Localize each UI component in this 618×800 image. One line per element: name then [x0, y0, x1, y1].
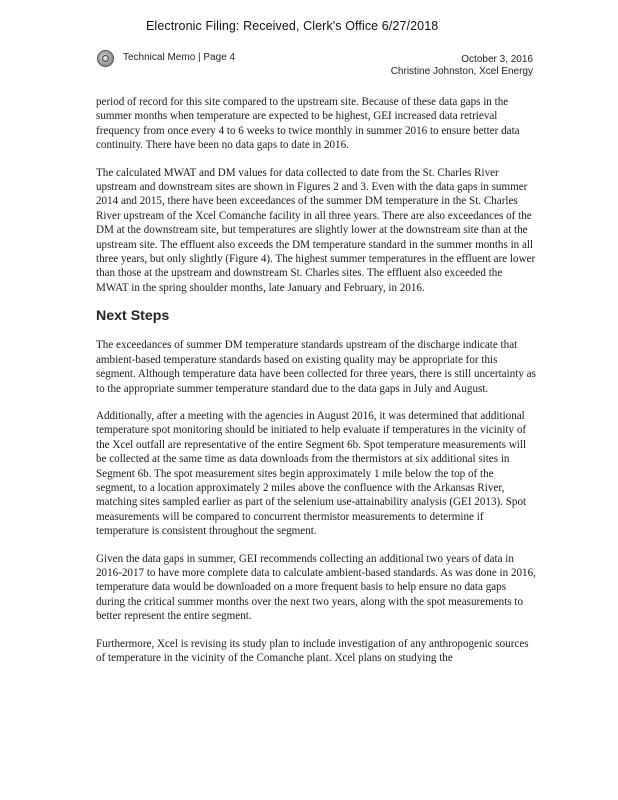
paragraph: The calculated MWAT and DM values for data collected to date from the St. Charles River upstream and downstream sites are shown in Figures 2 and 3. Even with the data gaps in summer 2014 and 2015, there have been exceedances of the summer DM temperature in the St. Charles River upstream of the Xcel Comanche facility in all three years. There are also exceedances of the DM at the downstream site, but temperatures are slightly lower at the downstream site than at the upstream site. The effluent also exceeds the DM temperature standard in the summer months in all three years, but only slightly (Figure 4). The highest summer temperatures in the effluent are lower than those at the upstream and downstream St. Charles sites. The effluent also exceeded the MWAT in the spring shoulder months, late January and February, in 2016. — [96, 166, 536, 294]
company-logo-icon — [97, 50, 114, 67]
memo-page-label: Technical Memo | Page 4 — [123, 52, 236, 63]
paragraph: period of record for this site compared to the upstream site. Because of these data gaps in the summer months when temperature are expected to be highest, GEI increased data retrieval frequency from once every 4 to 6 weeks to twice monthly in summer 2016 to ensure better data continuity. There have been no data gaps to date in 2016. — [96, 96, 520, 152]
paragraph: Given the data gaps in summer, GEI recommends collecting an additional two years of data in 2016-2017 to have more complete data to calculate ambient-based standards. As was done in 2016, temperature data would be downloaded on a more frequent basis to help ensure no data gaps during the critical summer months over the next two years, along with the spot measurements to better represent the entire segment. — [96, 552, 536, 623]
filing-stamp: Electronic Filing: Received, Clerk's Office 6/27/2018 — [146, 19, 439, 33]
memo-date: October 3, 2016 — [461, 54, 533, 65]
memo-recipient: Christine Johnston, Xcel Energy — [390, 66, 533, 77]
paragraph: The exceedances of summer DM temperature standards upstream of the discharge indicate that ambient-based temperature standards based on existing quality may be appropriate for this segment. Although temperature data have been collected for three years, there is still uncertainty as to the appropriate summer temperature standard due to the data gaps in July and August. — [96, 339, 536, 395]
memo-body — [96, 95, 536, 678]
memo-header-info — [391, 54, 533, 78]
paragraph: Additionally, after a meeting with the agencies in August 2016, it was determined that additional temperature spot monitoring should be initiated to help evaluate if temperatures in the vicinity of the Xcel outfall are representative of the entire Segment 6b. Spot temperature measurements will be collected at the same time as data downloads from the thermistors at six additional sites in Segment 6b. The spot measurement sites begin approximately 1 mile below the top of the segment, to a location approximately 2 miles above the confluence with the Arkansas River, matching sites sampled earlier as part of the selenium use-attainability analysis (GEI 2013). Spot measurements will be compared to concurrent thermistor measurements to determine if temperature is consistent throughout the segment. — [96, 409, 527, 538]
section-heading: Next Steps — [96, 308, 170, 325]
paragraph: Furthermore, Xcel is revising its study plan to include investigation of any anthropogenic sources of temperature in the vicinity of the Comanche plant. Xcel plans on studying the — [96, 637, 529, 664]
